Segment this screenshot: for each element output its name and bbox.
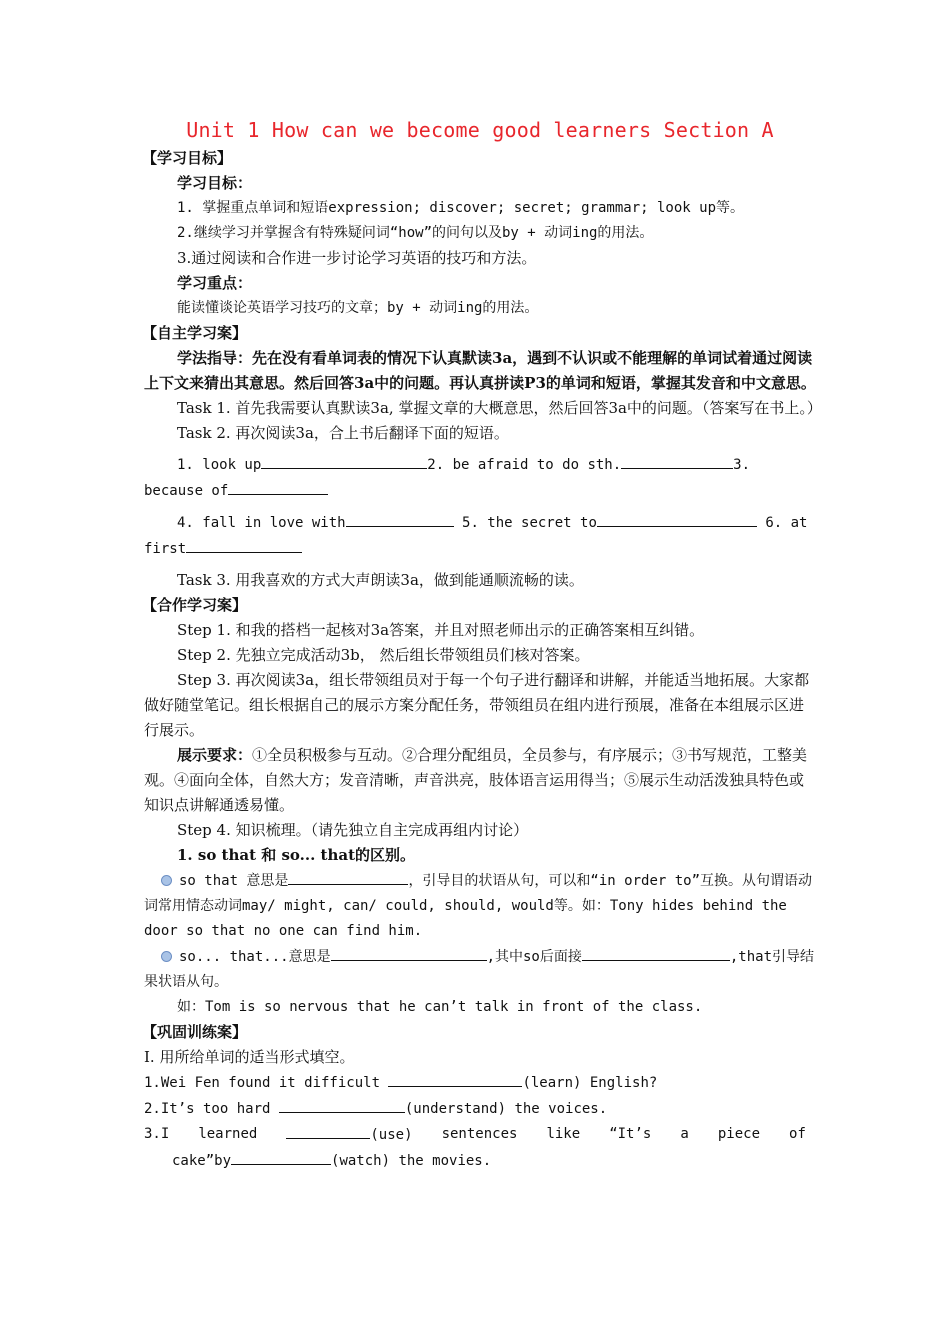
- page-title: Unit 1 How can we become good learners Section A: [186, 118, 774, 142]
- section-heading-cooperation: 【合作学习案】: [142, 596, 248, 614]
- blank-1[interactable]: [261, 452, 427, 469]
- exercise-intro: I. 用所给单词的适当形式填空。: [144, 1048, 355, 1066]
- goal-3: 3.通过阅读和合作进一步讨论学习英语的技巧和方法。: [177, 249, 537, 267]
- exercise-q1: 1.Wei Fen found it difficult (learn) English?: [144, 1070, 816, 1096]
- step-1: Step 1. 和我的搭档一起核对3a答案，并且对照老师出示的正确答案相互纠错。: [177, 621, 705, 639]
- blank-4[interactable]: [346, 510, 454, 527]
- phrase-row-1b: [144, 478, 816, 504]
- bullet-icon: [161, 875, 172, 886]
- bullet-icon: [161, 951, 172, 962]
- phrase-3: because of: [144, 483, 229, 499]
- blank-6[interactable]: [186, 536, 302, 553]
- phrase-1: 1. look up: [177, 457, 262, 473]
- document-page: [142, 118, 822, 1174]
- study-guide: 学法指导：先在没有看单词表的情况下认真默读3a，遇到不认识或不能理解的单词试着通过阅读上下文来猜出其意思。然后回答3a中的问题。再认真拼读P3的单词和短语，掌握其发音和中文意思。: [144, 349, 816, 392]
- blank-q1[interactable]: [388, 1070, 522, 1087]
- goal-2: 2.继续学习并掌握含有特殊疑问词“how”的问句以及by + 动词ing的用法。: [177, 225, 654, 241]
- subheading-goals: 学习目标：: [177, 174, 253, 192]
- task-1: Task 1. 首先我需要认真默读3a, 掌握文章的大概意思，然后回答3a中的问题。（答案写在书上。）: [177, 399, 822, 417]
- section-heading-self-study: 【自主学习案】: [142, 324, 248, 342]
- task-2: Task 2. 再次阅读3a，合上书后翻译下面的短语。: [177, 424, 509, 442]
- requirements-text: ①全员积极参与互动。②合理分配组员，全员参与，有序展示；③书写规范，工整美观。④面向全体，自然大方；发音清晰，声音洪亮，肢体语言运用得当；⑤展示生动活泼独具特色或知识点讲解通透易懂。: [144, 746, 808, 814]
- knowledge-so-that-2: so... that...意思是 ,其中so后面接 ,that引导结果状语从句。: [144, 944, 816, 995]
- task-3: Task 3. 用我喜欢的方式大声朗读3a，做到能通顺流畅的读。: [177, 571, 584, 589]
- blank-q3b[interactable]: [231, 1148, 331, 1165]
- blank-so-followed[interactable]: [582, 944, 730, 961]
- knowledge-example: 如：Tom is so nervous that he can’t talk in front of the class.: [177, 999, 703, 1015]
- display-requirements: [144, 743, 816, 818]
- step-3: Step 3. 再次阅读3a，组长带领组员对于每一个句子进行翻译和讲解，并能适当地拓展。大家都做好随堂笔记。组长根据自己的展示方案分配任务，带领组员在组内进行预展，准备在本组展示区进行展示。: [144, 671, 810, 739]
- phrase-5: 5. the secret to: [462, 515, 597, 531]
- requirements-label: 展示要求：: [177, 746, 253, 764]
- exercise-q3-fill: (use): [286, 1122, 412, 1148]
- phrase-4: 4. fall in love with: [177, 515, 346, 531]
- phrase-6-num: 6. at: [765, 515, 808, 531]
- phrase-2: 2. be afraid to do sth.: [427, 457, 622, 473]
- phrase-3-num: 3.: [733, 457, 751, 473]
- phrase-6: first: [144, 541, 187, 557]
- step-4: Step 4. 知识梳理。（请先独立自主完成再组内讨论）: [177, 821, 529, 839]
- blank-q2[interactable]: [279, 1096, 405, 1113]
- subheading-focus: 学习重点：: [177, 274, 253, 292]
- goal-1: 1. 掌握重点单词和短语expression; discover; secret; grammar; look up等。: [177, 200, 745, 216]
- exercise-q2: 2.It’s too hard (understand) the voices.: [144, 1096, 816, 1122]
- knowledge-so-that: so that 意思是 ，引导目的状语从句，可以和“in order to”互换。从句谓语动词常用情态动词may/ might, can/ could, should, would等。如：Tony hides behind the door so that no one can find him.: [144, 868, 816, 944]
- section-heading-goals: 【学习目标】: [142, 149, 233, 167]
- section-heading-practice: 【巩固训练案】: [142, 1023, 248, 1041]
- blank-so-that[interactable]: [288, 868, 408, 885]
- blank-so-that-meaning[interactable]: [331, 944, 487, 961]
- phrase-row-1: [144, 452, 816, 478]
- focus-text: 能读懂谈论英语学习技巧的文章；by + 动词ing的用法。: [177, 300, 539, 316]
- phrase-row-2: [144, 510, 816, 536]
- step-2: Step 2. 先独立完成活动3b， 然后组长带领组员们核对答案。: [177, 646, 590, 664]
- blank-q3a[interactable]: [286, 1122, 370, 1139]
- blank-3[interactable]: [228, 478, 328, 495]
- phrase-row-2b: [144, 536, 816, 562]
- blank-2[interactable]: [621, 452, 733, 469]
- exercise-q3-cont: cake”by (watch) the movies.: [144, 1148, 816, 1174]
- exercise-q3: 3.I learned (use) sentences like “It’s a piece of: [144, 1122, 806, 1148]
- knowledge-title: 1. so that 和 so... that的区别。: [177, 846, 416, 864]
- blank-5[interactable]: [597, 510, 757, 527]
